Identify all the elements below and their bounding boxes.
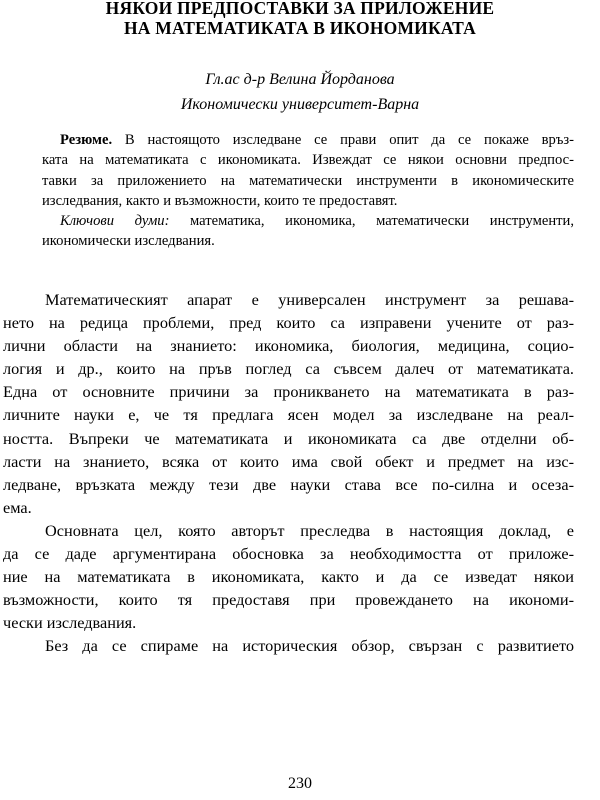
- text-line: ние на математиката в икономиката, както и да се изведат някои: [3, 567, 574, 587]
- text-line: Основната цел, която авторът преследва в настоящия доклад, е: [45, 520, 574, 540]
- title-line-1: НЯКОИ ПРЕДПОСТАВКИ ЗА ПРИЛОЖЕНИЕ: [105, 0, 495, 18]
- title-line-2: НА МАТЕМАТИКАТА В ИКОНОМИКАТА: [124, 18, 476, 38]
- text-line: възможности, които тя предоставя при провеждането на икономи-: [3, 590, 574, 610]
- author-block: [0, 67, 600, 117]
- abstract-line: изследвания, както и възможности, които те предоставят.: [42, 192, 398, 209]
- text-line: Без да се спираме на историческия обзор, свързан с развитието: [45, 636, 574, 656]
- text-line: логия и др., които на пръв поглед са съвсем далеч от математиката.: [3, 359, 574, 379]
- keywords-label: Ключови думи:: [60, 213, 170, 230]
- text-line: ледване, връзката между тези две науки става все по-силна и осеза-: [3, 474, 574, 494]
- abstract-section: [42, 130, 574, 252]
- text-line: ема.: [3, 497, 32, 517]
- author-affiliation: Икономически университет-Варна: [180, 96, 420, 113]
- body-text: [3, 288, 574, 658]
- abstract-text: В настоящото изследване се прави опит да се покаже връз-: [112, 132, 574, 148]
- abstract-line: [42, 130, 574, 150]
- paragraph-3: [3, 634, 574, 657]
- keywords-line: [42, 211, 574, 231]
- keywords-line: икономически изследвания.: [42, 233, 215, 250]
- abstract-line: ката на математиката с икономиката. Извеждат се някои основни предпос-: [42, 152, 574, 169]
- text-line: лични области на знанието: икономика, биология, медицина, социо-: [3, 336, 574, 356]
- text-line: да се даде аргументирана обосновка за необходимостта от приложе-: [3, 544, 574, 564]
- abstract-line: тавки за приложението на математически инструменти в икономическите: [42, 172, 574, 189]
- text-line: личните науки е, че тя предлага ясен модел за изследване на реал-: [3, 405, 574, 425]
- text-line: нето на редица проблеми, пред които са изправени учените от раз-: [3, 313, 574, 333]
- document-title: [0, 0, 600, 38]
- text-line: Една от основните причини за проникването на математиката в раз-: [3, 382, 574, 402]
- author-name: Гл.ас д-р Велина Йорданова: [205, 71, 395, 88]
- paragraph-2: [3, 519, 574, 634]
- text-line: ласти на знанието, всяка от които има свой обект и предмет на изс-: [3, 451, 574, 471]
- page-number: 230: [288, 775, 312, 792]
- text-line: ността. Въпреки че математиката и икономиката са две отделни об-: [3, 428, 574, 448]
- paragraph-1: [3, 288, 574, 519]
- text-line: Математическият апарат е универсален инструмент за решава-: [45, 290, 574, 309]
- text-line: чески изследвания.: [3, 613, 137, 633]
- keywords-text: математика, икономика, математически инструменти,: [169, 213, 575, 230]
- abstract-label: Резюме.: [60, 132, 113, 148]
